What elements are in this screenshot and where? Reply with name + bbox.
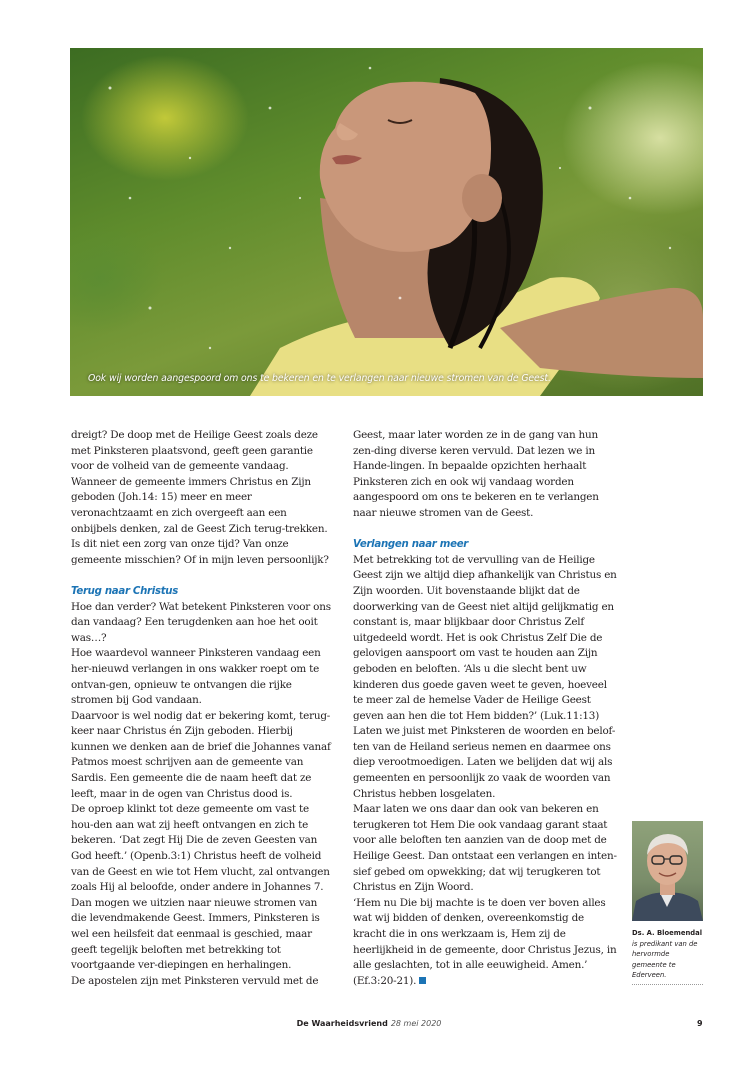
body-paragraph (71, 896, 333, 974)
footer-magazine: De Waarheidsvriend (296, 1019, 388, 1028)
paragraph-text: Is dit niet een zorg van onze tijd? Van onze gemeente misschien? Of in mijn leven persoonlijk? (71, 538, 329, 566)
body-paragraph (71, 646, 333, 708)
right-column (353, 428, 617, 989)
footer-credit (0, 1019, 738, 1028)
body-paragraph (71, 974, 333, 990)
body-paragraph (353, 553, 617, 725)
paragraph-text: Dan mogen we uitzien naar nieuwe stromen van die levendmakende Geest. Immers, Pinksteren is wel een heilsfeit dat eenmaal is geschied, maar geeft tegelijk beloften met betrekking tot voortgaande ver-diepingen en herhalingen. (71, 896, 320, 972)
paragraph-text: dreigt? De doop met de Heilige Geest zoals deze met Pinksteren plaatsvond, geeft geen garantie voor de volheid van de gemeente vandaag. Wanneer de gemeente immers Christus en Zijn geboden (Joh.14: 15) meer en meer veronachtzaamt en zich overgeeft aan een onbijbels denken, zal de Geest Zich terug-trekken. (71, 429, 328, 535)
photo-caption: Ook wij worden aangespoord om ons te bekeren en te verlangen naar nieuwe stromen van de Geest. (88, 373, 551, 384)
body-paragraph (353, 724, 617, 802)
end-of-article-square-icon (419, 977, 426, 984)
paragraph-text: Geest, maar later worden ze in de gang van hun zen-ding diverse keren vervuld. Dat lezen we in Hande-lingen. In bepaalde opzichten herhaalt Pinksteren zich en ook wij vandaag worden aangespoord om ons te bekeren en te verlangen naar nieuwe stromen van de Geest. (353, 429, 599, 519)
body-paragraph (71, 709, 333, 803)
paragraph-text: ‘Hem nu Die bij machte is te doen ver boven alles wat wij bidden of denken, overeenkomstig de kracht die in ons werkzaam is, Hem zij de heerlijkheid in de gemeente, door Christus Jezus, in alle geslachten, tot in alle eeuwigheid. Amen.’ (Ef.3:20-21). (353, 896, 617, 987)
footer-date: 28 mei 2020 (390, 1019, 442, 1028)
author-name: Ds. A. Bloemendal (632, 929, 703, 937)
paragraph-text: Daarvoor is wel nodig dat er bekering komt, terug-keer naar Christus én Zijn geboden. Hierbij kunnen we denken aan de brief die Johannes vanaf Patmos moest schrijven aan de gemeente van Sardis. Een gemeente die de naam heeft dat ze leeft, maar in de ogen van Christus dood is. (71, 709, 331, 800)
author-divider (632, 984, 703, 985)
paragraph-text: De apostelen zijn met Pinksteren vervuld met de (71, 974, 319, 987)
paragraph-text: Hoe waardevol wanneer Pinksteren vandaag een her-nieuwd verlangen in ons wakker roept om te ontvan-gen, opnieuw te ontvangen die rijke stromen bij God vandaan. (71, 647, 321, 707)
left-column (71, 428, 333, 989)
author-portrait (632, 821, 703, 921)
girl-in-rain-illustration (70, 48, 703, 396)
paragraph-text: Maar laten we ons daar dan ook van bekeren en terugkeren tot Hem Die ook vandaag garant staat voor alle beloften ten aanzien van de doop met de Heilige Geest. Dan ontstaat een verlangen en inten-sief gebed om opwekking; dat wij terugkeren tot Christus en Zijn Woord. (353, 803, 617, 894)
body-paragraph (71, 428, 333, 537)
section-heading: Verlangen naar meer (353, 539, 469, 551)
paragraph-gap (353, 522, 617, 538)
paragraph-gap (71, 568, 333, 584)
paragraph-text: De oproep klinkt tot deze gemeente om vast te hou-den aan wat zij heeft ontvangen en zich te bekeren. ‘Dat zegt Hij Die de zeven Geesten van God heeft.’ (Openb.3:1) Christus heeft de volheid van de Geest en wie tot Hem vlucht, zal ontvangen zoals Hij al beloofde, onder andere in Johannes 7. (71, 803, 330, 894)
body-paragraph (71, 802, 333, 896)
body-paragraph (353, 428, 617, 522)
body-paragraph (71, 600, 333, 647)
page-number: 9 (697, 1019, 703, 1028)
author-portrait-illustration (632, 821, 703, 921)
body-paragraph (353, 896, 617, 990)
body-paragraph (353, 802, 617, 896)
author-info (632, 928, 706, 985)
section-heading: Terug naar Christus (71, 585, 179, 597)
paragraph-text: Hoe dan verder? Wat betekent Pinksteren voor ons dan vandaag? Een terugdenken aan hoe het ooit was…? (71, 600, 331, 644)
author-role: is predikant van de hervormde gemeente te Ederveen. (632, 939, 698, 980)
paragraph-text: Met betrekking tot de vervulling van de Heilige Geest zijn we altijd diep afhankelijk van Christus en Zijn woorden. Uit bovenstaande blijkt dat de doorwerking van de Geest niet altijd gelijkmatig en constant is, maar blijkbaar door Christus Zelf uitgedeeld wordt. Het is ook Christus Zelf Die de gelovigen aanspoort om vast te houden aan Zijn geboden en beloften. ‘Als u die slecht bent uw kinderen dus goede gaven weet te geven, hoeveel te meer zal de hemelse Vader de Heilige Geest geven aan hen die tot Hem bidden?’ (Luk.11:13) (353, 553, 617, 722)
article-photo (70, 48, 703, 396)
paragraph-text: Laten we juist met Pinksteren de woorden en belof-ten van de Heiland serieus nemen en daarmee ons diep verootmoedigen. Laten we belijden dat wij als gemeenten en persoonlijk zo vaak de woorden van Christus hebben losgelaten. (353, 725, 616, 800)
body-paragraph (71, 537, 333, 568)
